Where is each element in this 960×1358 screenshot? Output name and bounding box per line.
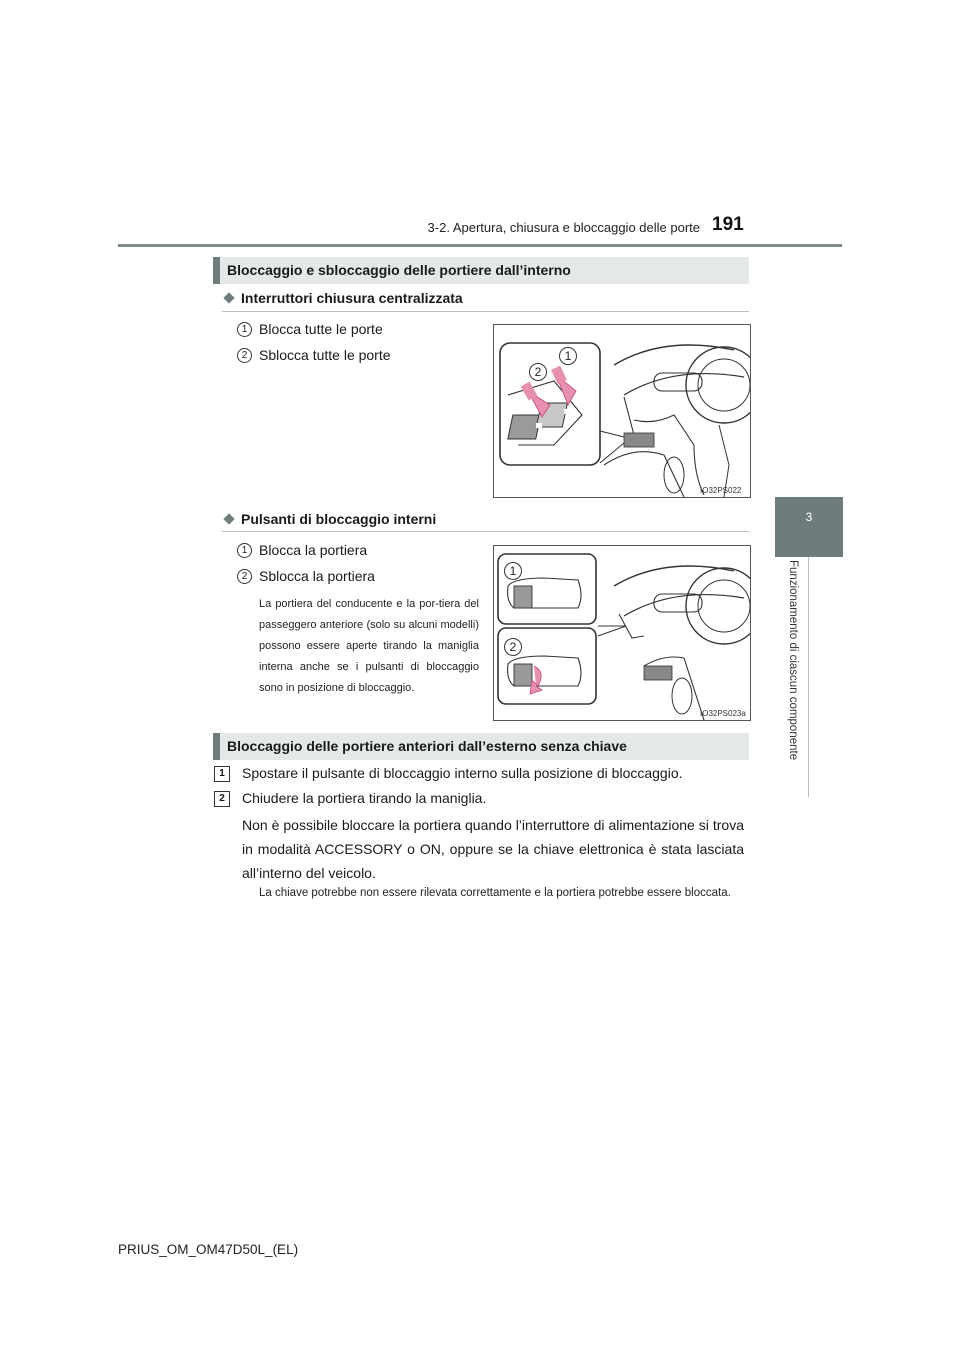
page-number: 191 bbox=[712, 214, 744, 235]
section-title: Bloccaggio e sbloccaggio delle portiere dall’interno bbox=[227, 262, 571, 278]
step-text: Spostare il pulsante di bloccaggio interno sulla posizione di bloccaggio. bbox=[242, 765, 683, 781]
header-rule bbox=[118, 244, 842, 247]
subheading-text: Pulsanti di bloccaggio interni bbox=[241, 511, 437, 527]
figure-code: IO32PS023a bbox=[700, 709, 746, 718]
note-paragraph: La portiera del conducente e la por-tiera del passeggero anteriore (solo su alcuni modelli) possono essere aperte tirando la maniglia interna anche se i pulsanti di bloccaggio sono in posizione di bloccaggio. bbox=[259, 598, 479, 694]
figure-illustration bbox=[494, 546, 750, 720]
subheading-central-lock bbox=[222, 290, 463, 306]
figure-illustration bbox=[494, 325, 750, 497]
diamond-bullet-icon bbox=[223, 513, 234, 524]
figure-interior-lock-button bbox=[493, 545, 751, 721]
item-number-circle: 1 bbox=[237, 322, 252, 337]
body-paragraph: Non è possibile bloccare la portiera quando l’interruttore di alimentazione si trova in modalità ACCESSORY o ON, oppure se la chiave elettronica è stata lasciata all’interno del veicolo. bbox=[242, 817, 744, 881]
figure-callout: 1 bbox=[504, 562, 522, 580]
figure-callout: 2 bbox=[529, 363, 547, 381]
running-header-section: 3-2. Apertura, chiusura e bloccaggio delle porte bbox=[427, 220, 700, 235]
step-number-box: 1 bbox=[214, 766, 230, 782]
chapter-title: Funzionamento di ciascun componente bbox=[787, 560, 799, 761]
item-text: Sblocca la portiera bbox=[259, 568, 375, 584]
chapter-number: 3 bbox=[805, 510, 813, 524]
figure-central-lock-switch bbox=[493, 324, 751, 498]
section-bar-interior-locking bbox=[213, 257, 749, 284]
document-code: PRIUS_OM_OM47D50L_(EL) bbox=[118, 1242, 299, 1257]
step-text: Chiudere la portiera tirando la maniglia. bbox=[242, 790, 487, 806]
section-title: Bloccaggio delle portiere anteriori dall’esterno senza chiave bbox=[227, 738, 627, 754]
diamond-bullet-icon bbox=[223, 292, 234, 303]
item-text: Blocca tutte le porte bbox=[259, 321, 383, 337]
item-text: Sblocca tutte le porte bbox=[259, 347, 391, 363]
chapter-title-vertical bbox=[787, 560, 815, 796]
step-number-box: 2 bbox=[214, 791, 230, 807]
subheading-rule bbox=[222, 531, 749, 532]
figure-callout: 2 bbox=[504, 638, 522, 656]
item-number-circle: 2 bbox=[237, 569, 252, 584]
item-number-circle: 1 bbox=[237, 543, 252, 558]
subheading-text: Interruttori chiusura centralizzata bbox=[241, 290, 463, 306]
note-paragraph: La chiave potrebbe non essere rilevata correttamente e la portiera potrebbe essere bloccata. bbox=[259, 887, 731, 899]
figure-callout: 1 bbox=[559, 347, 577, 365]
subheading-rule bbox=[222, 311, 749, 312]
subheading-interior-lock bbox=[222, 511, 436, 527]
figure-code: IO32PS022 bbox=[700, 486, 742, 495]
section-bar-exterior-locking bbox=[213, 733, 749, 760]
item-text: Blocca la portiera bbox=[259, 542, 368, 558]
item-number-circle: 2 bbox=[237, 348, 252, 363]
